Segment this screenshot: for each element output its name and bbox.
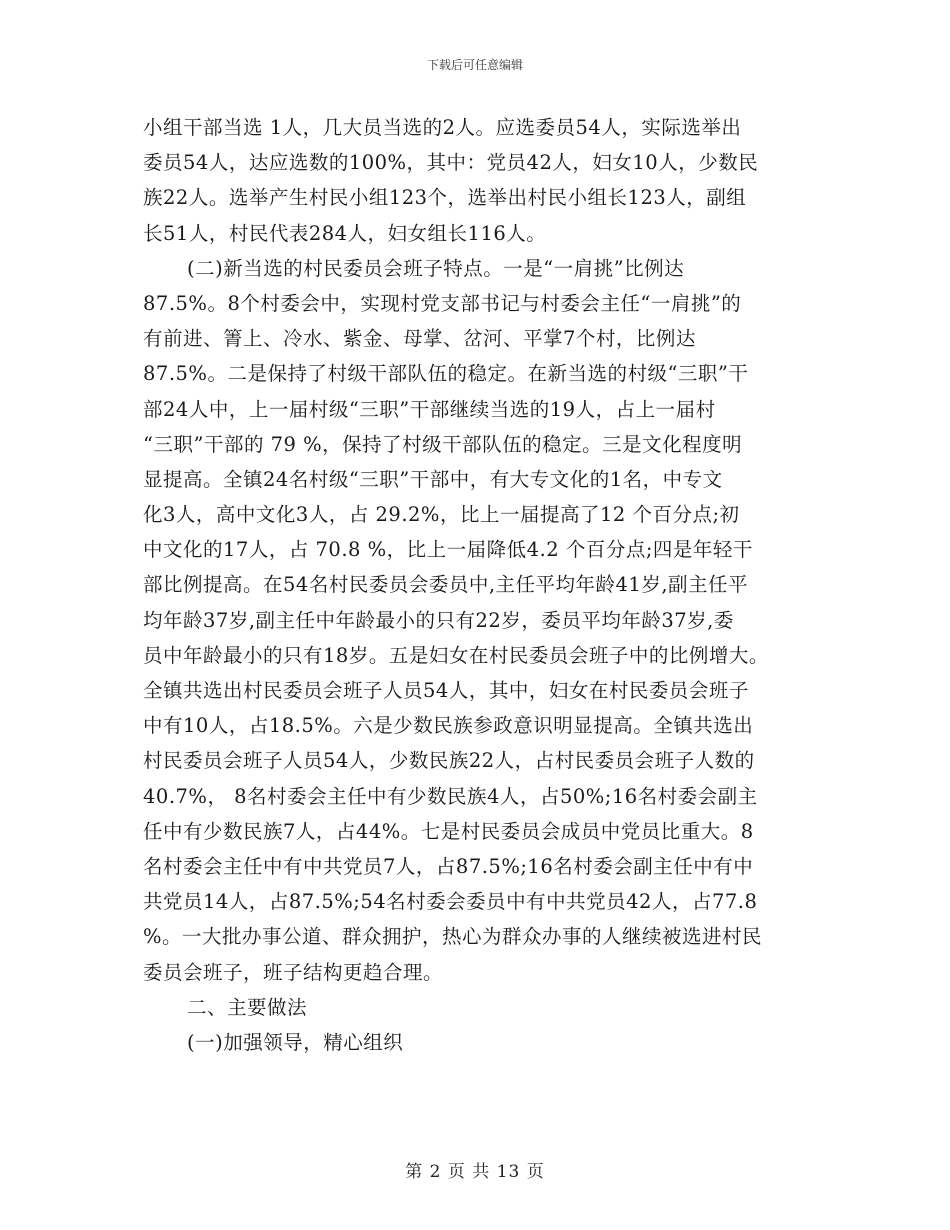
text-line: 族22人。选举产生村民小组123个，选举出村民小组长123人，副组 xyxy=(143,186,747,210)
page-header: 下载后可任意编辑 xyxy=(426,58,523,72)
text-line: 部24人中，上一届村级“三职”干部继续当选的19人，占上一届村 xyxy=(143,397,716,421)
document-body xyxy=(143,110,813,1060)
section-heading: 二、主要做法 xyxy=(187,995,308,1019)
text-line: 87.5%。8个村委会中，实现村党支部书记与村委会主任“一肩挑”的 xyxy=(143,291,742,315)
text-line: 任中有少数民族7人，占44%。七是村民委员会成员中党员比重大。8 xyxy=(143,819,754,843)
text-line: “三职”干部的 79 %，保持了村级干部队伍的稳定。三是文化程度明 xyxy=(143,432,743,456)
text-line: 小组干部当选 1人，几大员当选的2人。应选委员54人，实际选举出 xyxy=(143,116,742,139)
text-line: 87.5%。二是保持了村级干部队伍的稳定。在新当选的村级“三职”干 xyxy=(143,362,749,386)
text-line: 村民委员会班子人员54人，少数民族22人，占村民委员会班子人数的 xyxy=(143,749,755,773)
text-line: (二)新当选的村民委员会班子特点。一是“一肩挑”比例达 xyxy=(187,256,685,280)
text-line: 40.7%， 8名村委会主任中有少数民族4人，占50%;16名村委会副主 xyxy=(143,784,758,808)
text-line: 均年龄37岁,副主任中年龄最小的只有22岁，委员平均年龄37岁,委 xyxy=(143,608,734,632)
text-line: %。一大批办事公道、群众拥护，热心为群众办事的人继续被选进村民 xyxy=(143,925,763,949)
text-line: 共党员14人，占87.5%;54名村委会委员中有中共党员42人，占77.8 xyxy=(143,890,758,914)
text-line: 中文化的17人，占 70.8 %，比上一届降低4.2 个百分点;四是年轻干 xyxy=(143,538,753,562)
text-line: 员中年龄最小的只有18岁。五是妇女在村民委员会班子中的比例增大。 xyxy=(143,643,769,667)
text-line: 长51人，村民代表284人，妇女组长116人。 xyxy=(143,221,547,245)
text-line: 名村委会主任中有中共党员7人，占87.5%;16名村委会副主任中有中 xyxy=(143,854,754,878)
page-footer: 第 2 页 共 13 页 xyxy=(405,1162,545,1182)
text-line: 部比例提高。在54名村民委员会委员中,主任平均年龄41岁,副主任平 xyxy=(143,573,749,597)
text-line: 显提高。全镇24名村级“三职”干部中，有大专文化的1名，中专文 xyxy=(143,467,723,491)
text-line: 有前进、箐上、冷水、紫金、母掌、岔河、平掌7个村，比例达 xyxy=(143,327,696,351)
text-line: 中有10人，占18.5%。六是少数民族参政意识明显提高。全镇共选出 xyxy=(143,714,754,738)
text-line: 委员会班子，班子结构更趋合理。 xyxy=(143,960,444,984)
text-line: 化3人，高中文化3人，占 29.2%，比上一届提高了12 个百分点;初 xyxy=(143,503,740,527)
text-line: 全镇共选出村民委员会班子人员54人，其中，妇女在村民委员会班子 xyxy=(143,679,749,702)
subsection-heading: (一)加强领导，精心组织 xyxy=(187,1030,404,1054)
text-line: 委员54人，达应选数的100%，其中：党员42人，妇女10人，少数民 xyxy=(143,151,759,175)
